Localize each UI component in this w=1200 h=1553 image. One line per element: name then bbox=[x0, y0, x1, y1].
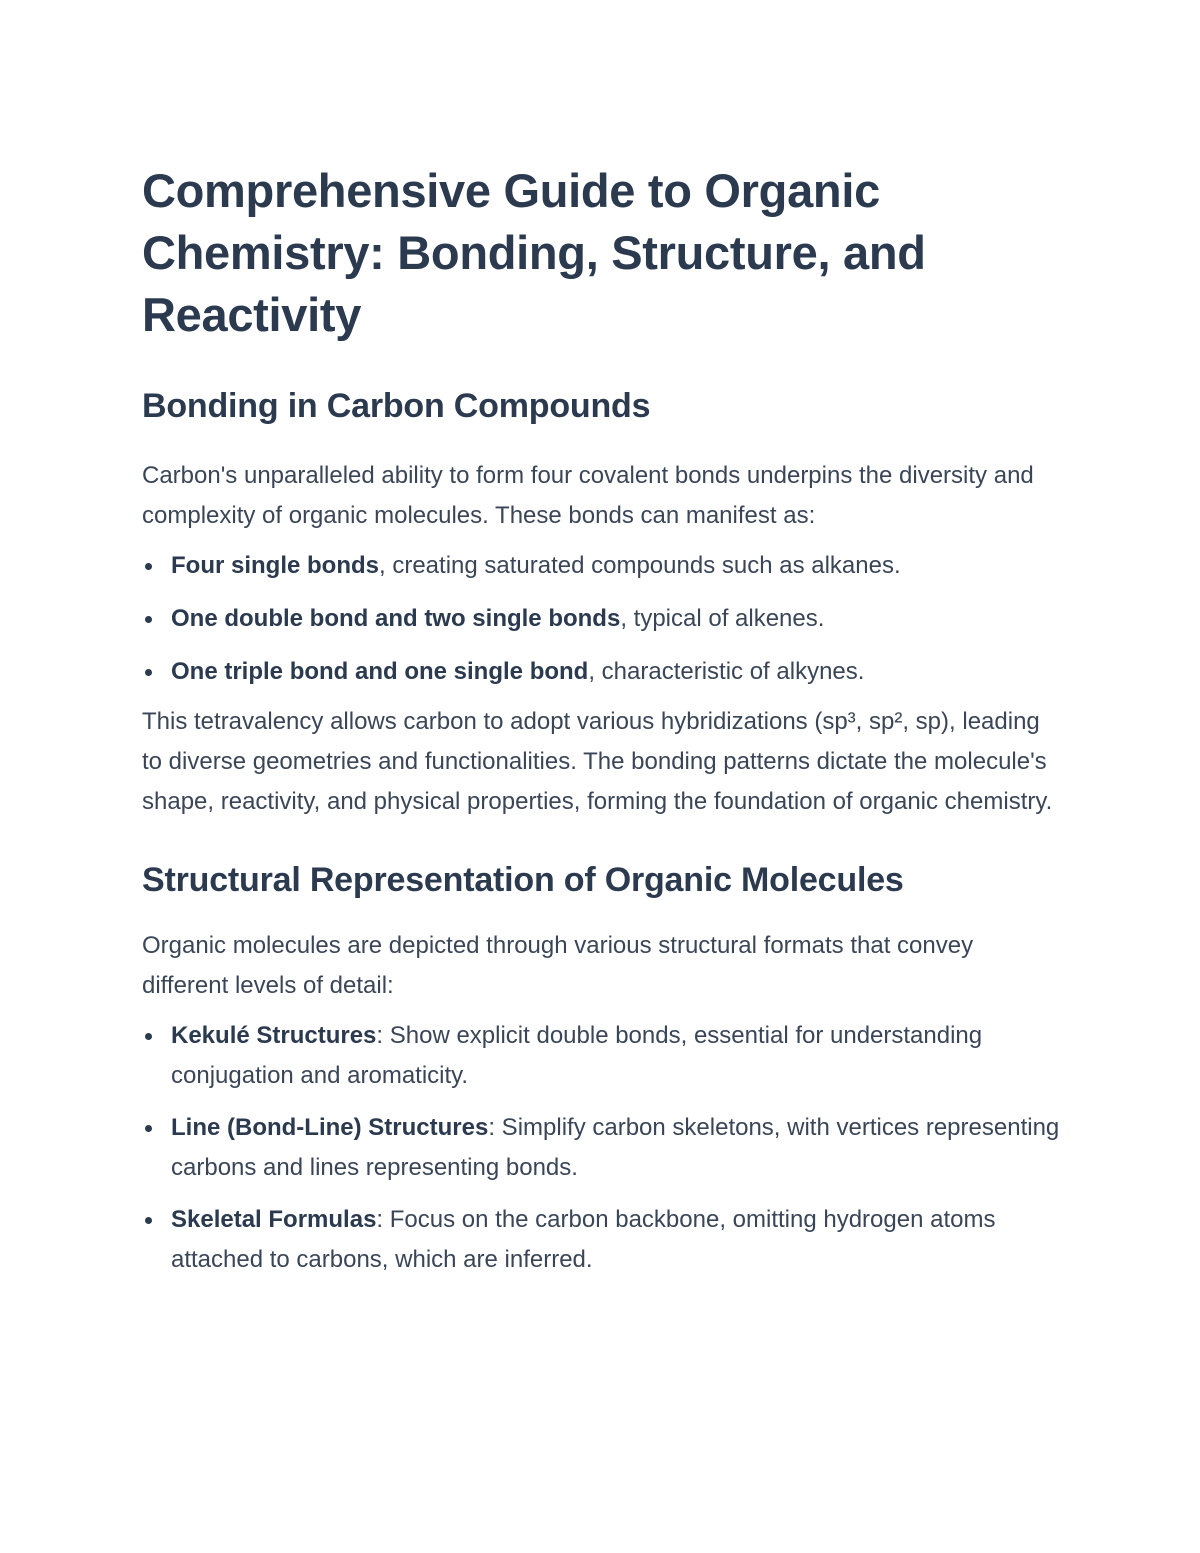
list-item bbox=[142, 1200, 1062, 1280]
bullet-icon bbox=[145, 563, 152, 570]
section-intro-structural: Organic molecules are depicted through various structural formats that convey different levels of detail: bbox=[142, 932, 974, 999]
list-item-text: : Simplify carbon skeletons, with vertices representing carbons and lines representing bonds. bbox=[171, 1114, 1060, 1181]
bullet-icon bbox=[145, 616, 152, 623]
bond-types-list bbox=[142, 546, 1062, 692]
section-heading-structural: Structural Representation of Organic Molecules bbox=[142, 861, 904, 899]
list-item-term: Four single bonds bbox=[171, 552, 379, 579]
list-item bbox=[142, 652, 1062, 692]
section-heading-bonding: Bonding in Carbon Compounds bbox=[142, 387, 651, 425]
list-item-term: Skeletal Formulas bbox=[171, 1206, 377, 1233]
section-intro-bonding: Carbon's unparalleled ability to form four covalent bonds underpins the diversity and complexity of organic molecules. These bonds can manifest as: bbox=[142, 462, 1034, 529]
list-item bbox=[142, 1016, 1062, 1096]
document-page bbox=[142, 160, 1062, 1280]
list-item-term: Kekulé Structures bbox=[171, 1022, 377, 1049]
structure-formats-list bbox=[142, 1016, 1062, 1280]
bullet-icon bbox=[145, 669, 152, 676]
list-item-text: , characteristic of alkynes. bbox=[588, 658, 865, 685]
list-item-text: , typical of alkenes. bbox=[620, 605, 825, 632]
list-item-text: : Show explicit double bonds, essential for understanding conjugation and aromaticity. bbox=[171, 1022, 983, 1089]
list-item-term: One double bond and two single bonds bbox=[171, 605, 621, 632]
bullet-icon bbox=[145, 1033, 152, 1040]
list-item-term: Line (Bond-Line) Structures bbox=[171, 1114, 489, 1141]
list-item bbox=[142, 546, 1062, 586]
list-item bbox=[142, 1108, 1062, 1188]
section-outro-bonding: This tetravalency allows carbon to adopt various hybridizations (sp³, sp², sp), leading to diverse geometries and functionalities. The bonding patterns dictate the molecule's shape, reactivity, and physical properties, forming the foundation of organic chemistry. bbox=[142, 708, 1053, 815]
list-item-term: One triple bond and one single bond bbox=[171, 658, 589, 685]
bullet-icon bbox=[145, 1217, 152, 1224]
list-item-text: : Focus on the carbon backbone, omitting hydrogen atoms attached to carbons, which are inferred. bbox=[171, 1206, 996, 1273]
bullet-icon bbox=[145, 1125, 152, 1132]
document-title: Comprehensive Guide to Organic Chemistry: Bonding, Structure, and Reactivity bbox=[142, 164, 926, 341]
list-item-text: , creating saturated compounds such as alkanes. bbox=[379, 552, 901, 579]
list-item bbox=[142, 599, 1062, 639]
